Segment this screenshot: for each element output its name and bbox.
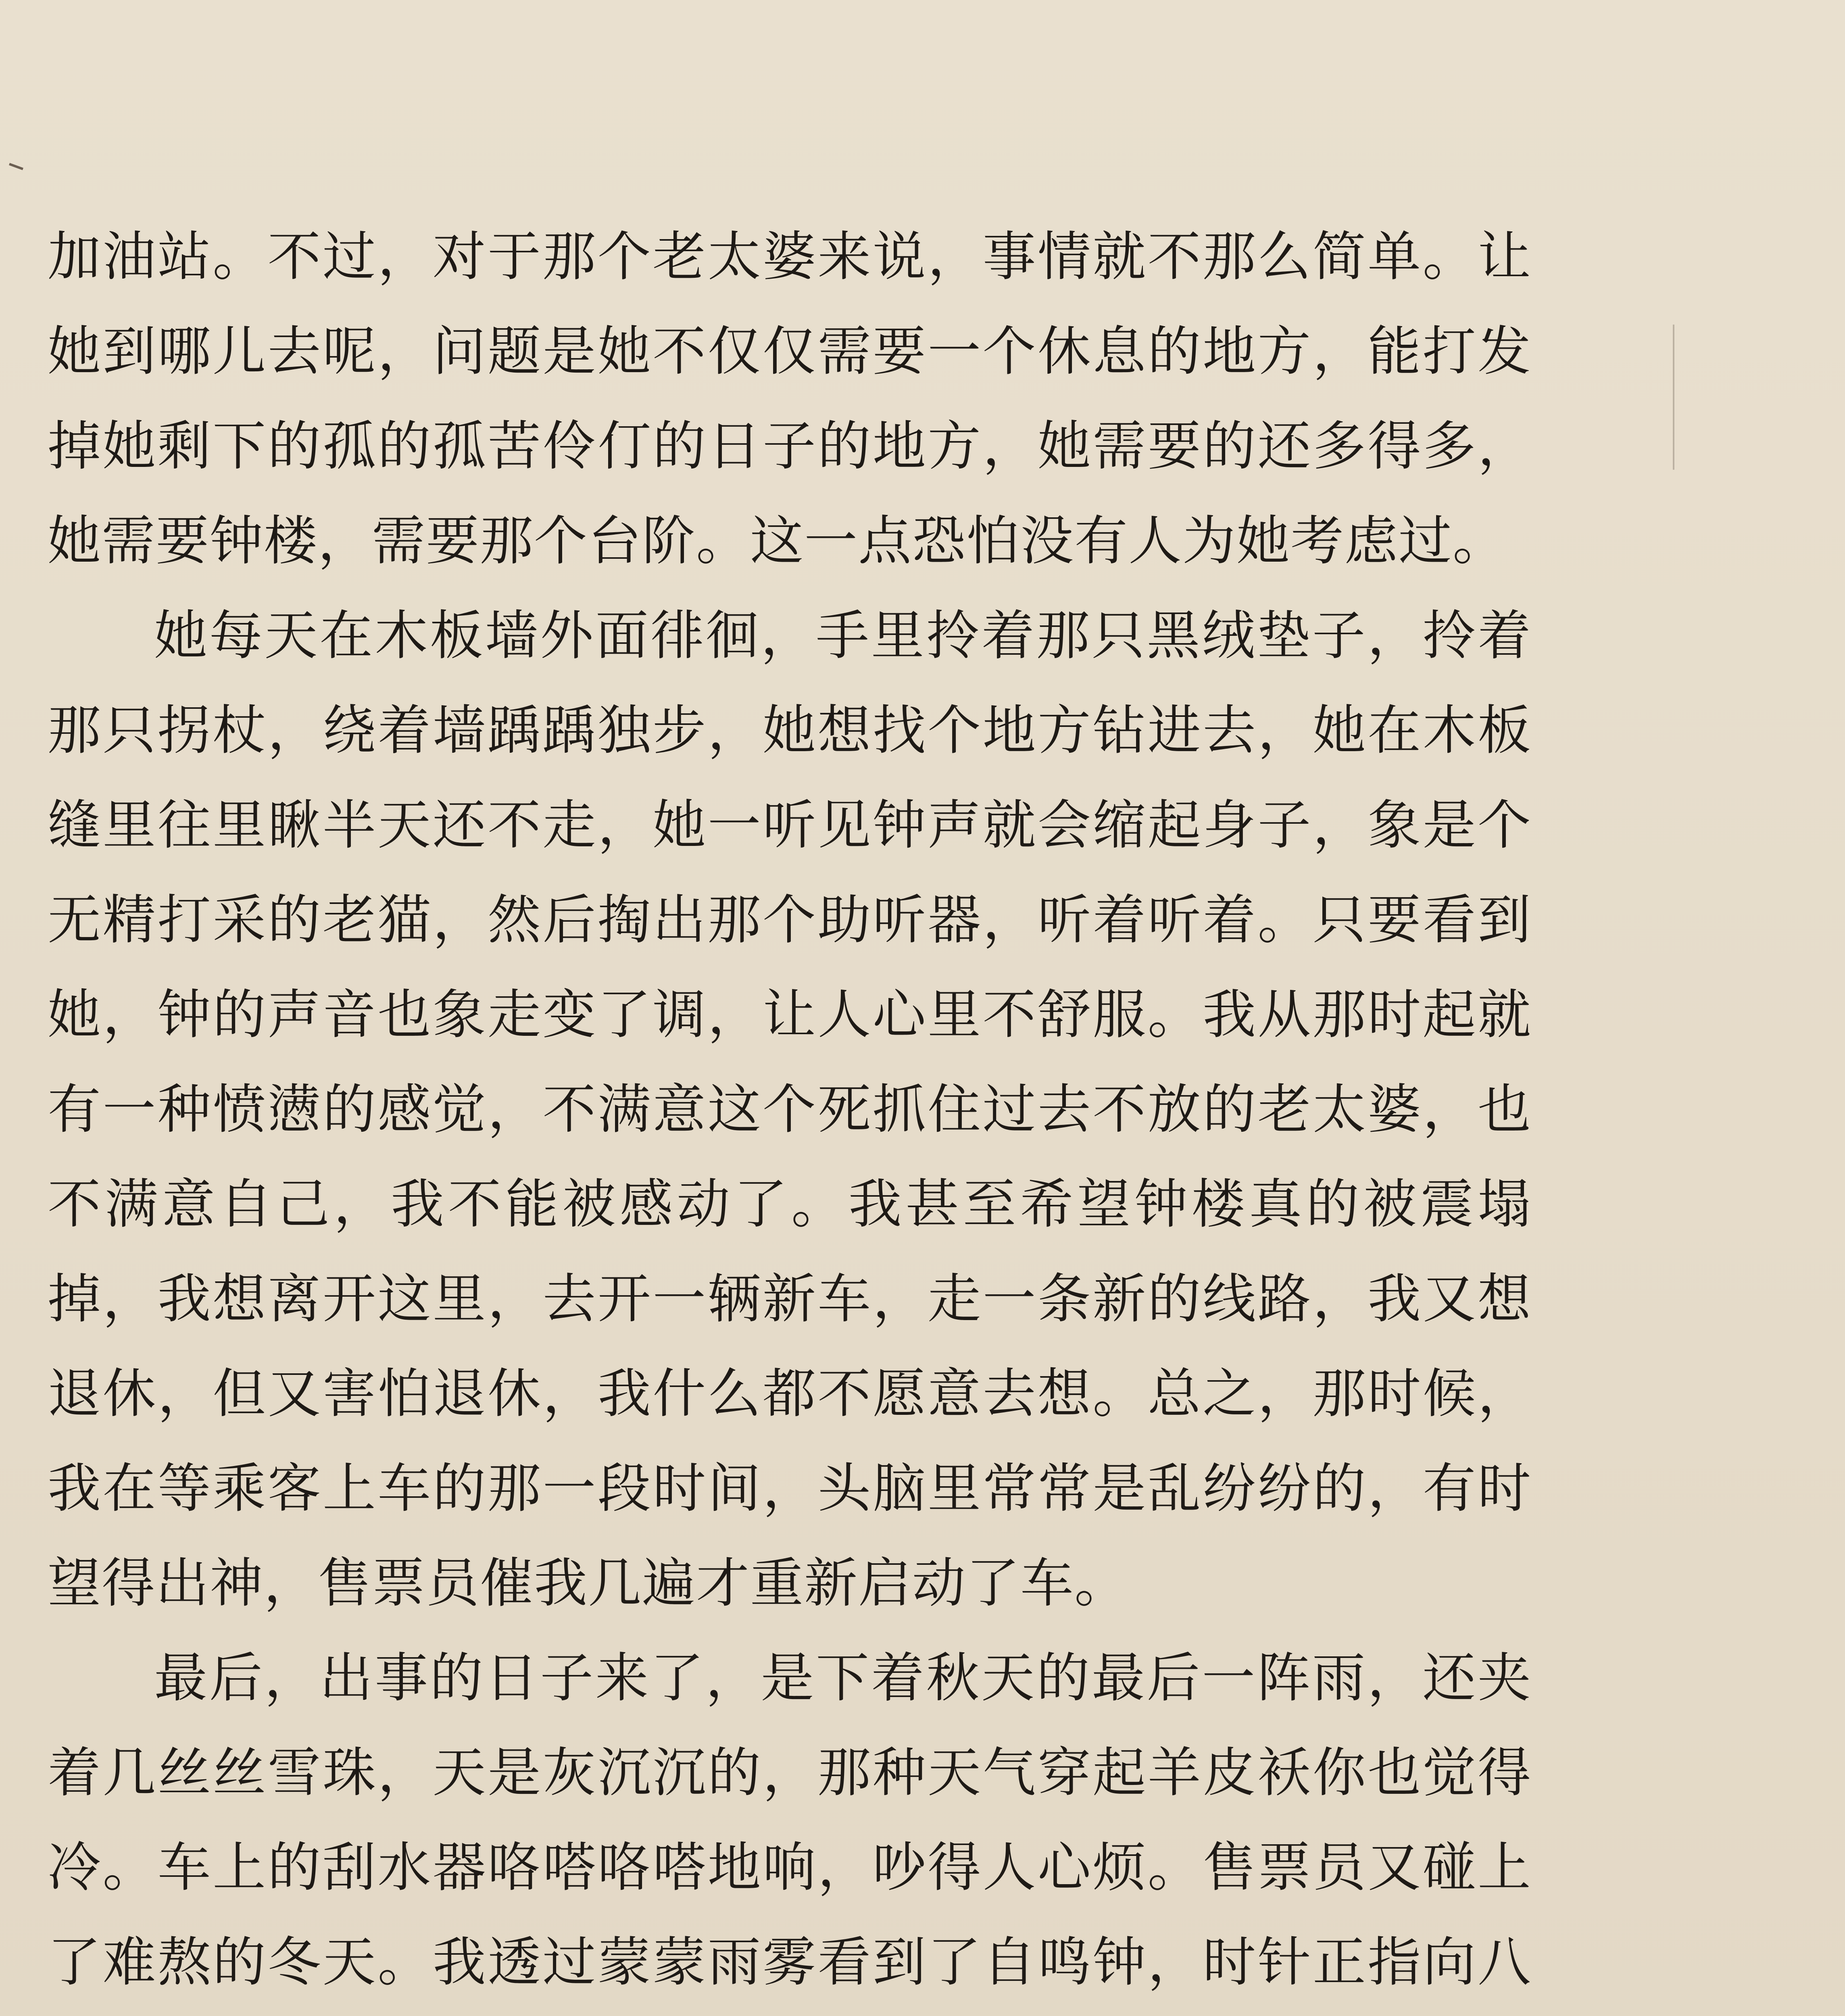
- paragraph-1: 加油站。不过，对于那个老太婆来说，事情就不那么简单。让她到哪儿去呢，问题是她不仅仅需要一个休息的地方，能打发掉她剩下的孤的孤苦伶仃的日子的地方，她需要的还多得多，她需要钟楼，需要那个台阶。这一点恐怕没有人为她考虑过。: [48, 226, 1532, 572]
- paragraph-3: 最后，出事的日子来了，是下着秋天的最后一阵雨，还夹着几丝丝雪珠，天是灰沉沉的，那种天气穿起羊皮袄你也觉得冷。车上的刮水器咯嗒咯嗒地响，吵得人心烦。售票员又碰上了难熬的冬天。我透过蒙蒙雨雾看到了自鸣钟，时针正指向八: [48, 1647, 1532, 1993]
- body-text: [48, 210, 1532, 2016]
- paper-mark: [9, 163, 23, 170]
- paper-edge-mark: [1673, 325, 1674, 470]
- paragraph-2: 她每天在木板墙外面徘徊，手里拎着那只黑绒垫子，拎着那只拐杖，绕着墙踽踽独步，她想找个地方钻进去，她在木板缝里往里瞅半天还不走，她一听见钟声就会缩起身子，象是个无精打采的老猫，然后掏出那个助听器，听着听着。只要看到她，钟的声音也象走变了调，让人心里不舒服。我从那时起就有一种愤懑的感觉，不满意这个死抓住过去不放的老太婆，也不满意自己，我不能被感动了。我甚至希望钟楼真的被震塌掉，我想离开这里，去开一辆新车，走一条新的线路，我又想退休，但又害怕退休，我什么都不愿意去想。总之，那时候，我在等乘客上车的那一段时间，头脑里常常是乱纷纷的，有时望得出神，售票员催我几遍才重新启动了车。: [48, 605, 1532, 1614]
